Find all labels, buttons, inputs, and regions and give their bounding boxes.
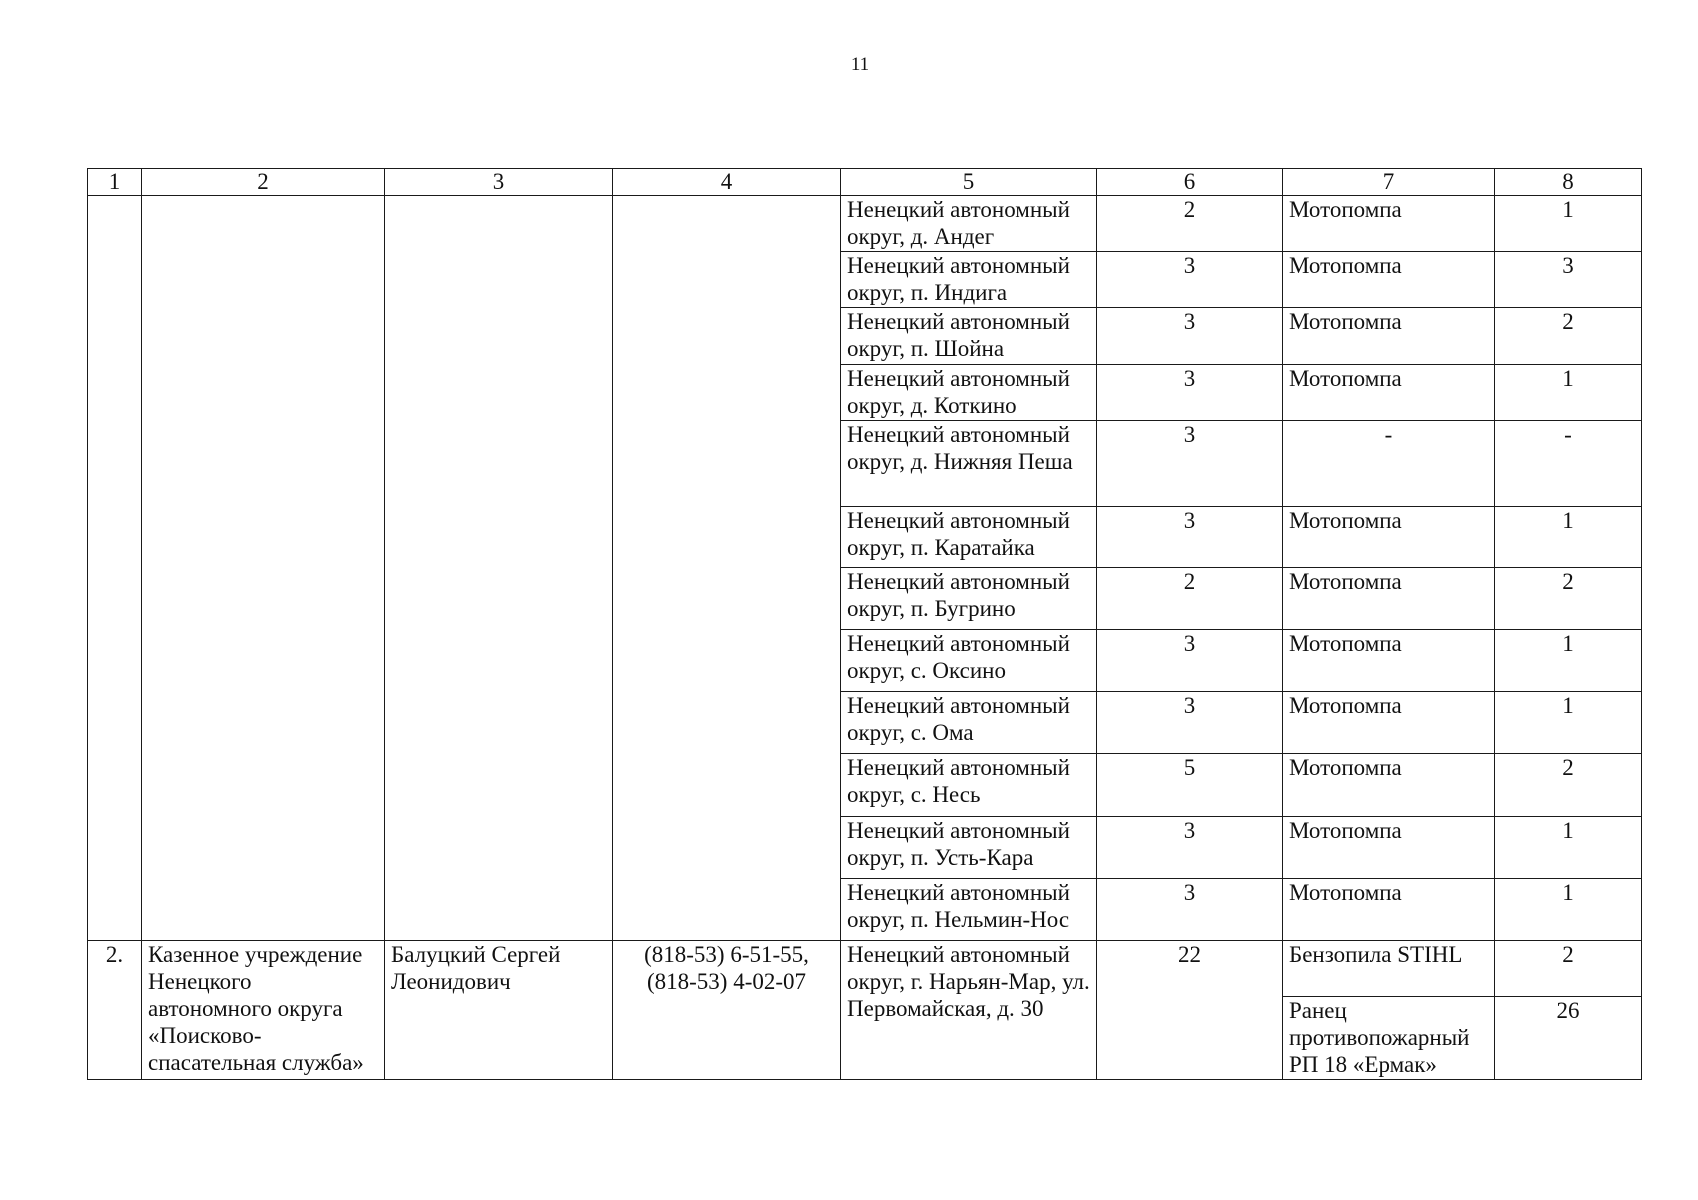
col-header-3: 3 <box>385 169 613 196</box>
count-cell: 22 <box>1097 941 1283 1080</box>
table-row-entry-2 <box>88 941 1642 997</box>
col-header-8: 8 <box>1495 169 1642 196</box>
location-cell: Ненецкий автономный округ, п. Индига <box>841 252 1097 308</box>
header-row <box>88 169 1642 196</box>
qty-cell: 1 <box>1495 630 1642 692</box>
col-header-5: 5 <box>841 169 1097 196</box>
equipment-cell: Мотопомпа <box>1283 879 1495 941</box>
location-cell: Ненецкий автономный округ, с. Несь <box>841 754 1097 817</box>
count-cell: 2 <box>1097 568 1283 630</box>
count-cell: 3 <box>1097 817 1283 879</box>
equipment-cell: Мотопомпа <box>1283 630 1495 692</box>
location-cell: Ненецкий автономный округ, п. Нельмин-Нос <box>841 879 1097 941</box>
location-cell: Ненецкий автономный округ, д. Нижняя Пеша <box>841 421 1097 507</box>
equipment-cell: Мотопомпа <box>1283 507 1495 568</box>
qty-cell: 1 <box>1495 692 1642 754</box>
equipment-cell: Ранец противопожарный РП 18 «Ермак» <box>1283 997 1495 1080</box>
count-cell: 3 <box>1097 879 1283 941</box>
qty-cell: 2 <box>1495 754 1642 817</box>
count-cell: 3 <box>1097 308 1283 365</box>
count-cell: 3 <box>1097 421 1283 507</box>
col-header-7: 7 <box>1283 169 1495 196</box>
qty-cell: 3 <box>1495 252 1642 308</box>
equipment-cell: - <box>1283 421 1495 507</box>
count-cell: 3 <box>1097 507 1283 568</box>
continuation-phone-cell <box>613 196 841 941</box>
page-number: 11 <box>850 54 870 75</box>
col-header-6: 6 <box>1097 169 1283 196</box>
qty-cell: 26 <box>1495 997 1642 1080</box>
equipment-cell: Мотопомпа <box>1283 308 1495 365</box>
count-cell: 3 <box>1097 365 1283 421</box>
col-header-4: 4 <box>613 169 841 196</box>
location-cell: Ненецкий автономный округ, п. Бугрино <box>841 568 1097 630</box>
qty-cell: 1 <box>1495 879 1642 941</box>
head-name: Балуцкий Сергей Леонидович <box>385 941 613 1080</box>
equipment-table <box>87 168 1642 1080</box>
count-cell: 3 <box>1097 252 1283 308</box>
location-cell: Ненецкий автономный округ, п. Усть-Кара <box>841 817 1097 879</box>
equipment-cell: Бензопила STIHL <box>1283 941 1495 997</box>
equipment-cell: Мотопомпа <box>1283 817 1495 879</box>
equipment-cell: Мотопомпа <box>1283 754 1495 817</box>
continuation-num-cell <box>88 196 142 941</box>
equipment-cell: Мотопомпа <box>1283 568 1495 630</box>
location-cell: Ненецкий автономный округ, п. Шойна <box>841 308 1097 365</box>
table-row <box>88 196 1642 252</box>
location-cell: Ненецкий автономный округ, с. Ома <box>841 692 1097 754</box>
address-cell: Ненецкий автономный округ, г. Нарьян-Мар, ул. Первомайская, д. 30 <box>841 941 1097 1080</box>
phone-numbers: (818-53) 6-51-55, (818-53) 4-02-07 <box>613 941 841 1080</box>
location-cell: Ненецкий автономный округ, д. Андег <box>841 196 1097 252</box>
organization-name: Казенное учреждение Ненецкого автономного округа «Поисково-спасательная служба» <box>142 941 385 1080</box>
qty-cell: 1 <box>1495 196 1642 252</box>
equipment-cell: Мотопомпа <box>1283 365 1495 421</box>
continuation-org-cell <box>142 196 385 941</box>
equipment-cell: Мотопомпа <box>1283 252 1495 308</box>
qty-cell: - <box>1495 421 1642 507</box>
count-cell: 5 <box>1097 754 1283 817</box>
location-cell: Ненецкий автономный округ, д. Коткино <box>841 365 1097 421</box>
continuation-head-cell <box>385 196 613 941</box>
col-header-2: 2 <box>142 169 385 196</box>
qty-cell: 1 <box>1495 507 1642 568</box>
qty-cell: 2 <box>1495 941 1642 997</box>
location-cell: Ненецкий автономный округ, п. Каратайка <box>841 507 1097 568</box>
entry-number: 2. <box>88 941 142 1080</box>
qty-cell: 2 <box>1495 308 1642 365</box>
qty-cell: 1 <box>1495 365 1642 421</box>
count-cell: 3 <box>1097 692 1283 754</box>
qty-cell: 1 <box>1495 817 1642 879</box>
col-header-1: 1 <box>88 169 142 196</box>
location-cell: Ненецкий автономный округ, с. Оксино <box>841 630 1097 692</box>
qty-cell: 2 <box>1495 568 1642 630</box>
count-cell: 2 <box>1097 196 1283 252</box>
count-cell: 3 <box>1097 630 1283 692</box>
equipment-cell: Мотопомпа <box>1283 196 1495 252</box>
equipment-cell: Мотопомпа <box>1283 692 1495 754</box>
